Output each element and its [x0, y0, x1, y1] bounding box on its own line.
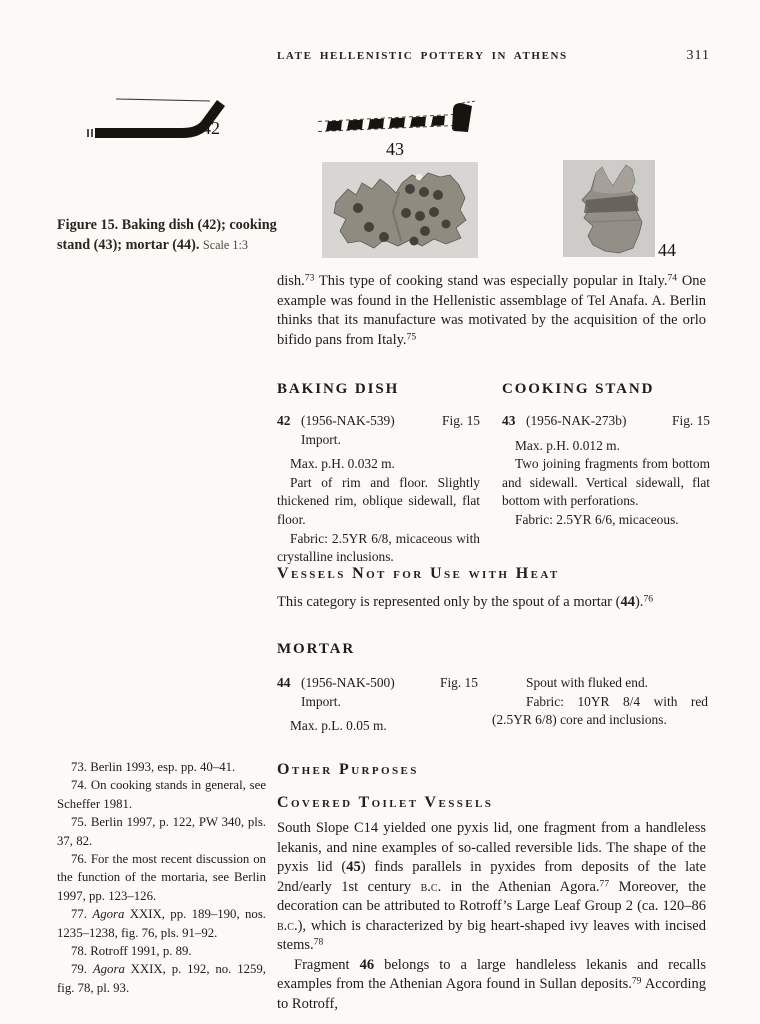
photo-cooking-stand-fragment	[322, 162, 478, 258]
covered-toilet-vessels-text	[277, 819, 706, 1014]
entry-number: 43	[502, 413, 516, 428]
entry-head-42	[277, 412, 480, 431]
entry-figure-ref: Fig. 15	[442, 413, 480, 428]
section-heading-vessels-not-for-use-with-heat: Vessels Not for Use with Heat	[277, 565, 560, 582]
entry-dimension: Max. p.H. 0.012 m.	[515, 437, 620, 453]
footnote-78: 78. Rotroff 1991, p. 89.	[71, 944, 192, 959]
entry-inventory: (1956-NAK-500)	[301, 675, 395, 690]
entry-figure-ref-44: Fig. 15	[440, 675, 478, 690]
page-number: 311	[686, 48, 710, 63]
section-heading-covered-toilet-vessels: Covered Toilet Vessels	[277, 794, 494, 811]
entry-description: Spout with fluked end.	[526, 675, 648, 690]
entry-head-44	[277, 674, 445, 693]
drawing-cooking-stand-profile	[316, 100, 481, 142]
section-heading-baking-dish: BAKING DISH	[277, 381, 400, 397]
entry-number: 42	[277, 413, 291, 428]
catalog-entry-44	[277, 674, 445, 736]
intro-paragraph: dish.$^{73}$ This type of cooking stand was especially popular in Italy.$^{74}$ One example was found in the Hellenistic assemblage of Tel Anafa. A. Berlin thinks that its manufacture was motivated by the acquisition of the orlo bifido pans from Italy.$^{75}$	[277, 272, 706, 348]
heat-paragraph: This category is represented only by the spout of a mortar (44).$^{76}$	[277, 593, 653, 610]
footnote-75: 75. Berlin 1997, p. 122, PW 340, pls. 37, 82.	[57, 815, 266, 848]
entry-head-43	[502, 412, 710, 431]
toilet-paragraph-2: Fragment 46 belongs to a large handleless lekanis and recalls examples from the Athenian Agora found in Sullan deposits.$^{79}$ According to Rotroff,	[277, 956, 706, 1012]
section-heading-cooking-stand: COOKING STAND	[502, 381, 655, 397]
entry-fabric: Fabric: 10YR 8/4 with red (2.5YR 6/8) core and inclusions.	[492, 693, 708, 728]
entry-fabric: Fabric: 2.5YR 6/6, micaceous.	[515, 511, 679, 527]
entry-inventory: (1956-NAK-539)	[301, 413, 395, 428]
entry-description: Two joining fragments from bottom and sidewall. Vertical sidewall, flat bottom with perforations.	[502, 456, 710, 509]
footnote-73: 73. Berlin 1993, esp. pp. 40–41.	[71, 760, 236, 774]
entry-dimension: Max. p.H. 0.032 m.	[290, 456, 395, 472]
running-head: LATE HELLENISTIC POTTERY IN ATHENS	[277, 50, 568, 62]
entry-import: Import.	[301, 693, 341, 709]
photo-mortar-spout	[563, 160, 655, 257]
entry-import: Import.	[301, 431, 341, 447]
footnote-77: 77. Agora XXIX, pp. 189–190, nos. 1235–1238, fig. 76, pls. 91–92.	[57, 907, 266, 940]
entry-description-column-44	[492, 674, 708, 730]
entry-inventory: (1956-NAK-273b)	[526, 413, 627, 428]
catalog-entry-43	[502, 412, 710, 530]
catalog-entry-42	[277, 412, 480, 567]
figure-caption: Figure 15. Baking dish (42); cooking stand (43); mortar (44). Scale 1:3	[57, 217, 277, 253]
footnote-79: 79. Agora XXIX, p. 192, no. 1259, fig. 78, pl. 93.	[57, 962, 266, 995]
entry-figure-ref: Fig. 15	[672, 413, 710, 428]
entry-description: Part of rim and floor. Slightly thickened rim, oblique sidewall, flat floor.	[277, 474, 480, 527]
catalog-section-baking-dish	[277, 381, 480, 567]
figure-label-43: 43	[386, 139, 404, 159]
footnote-74: 74. On cooking stands in general, see Scheffer 1981.	[57, 778, 266, 811]
figure-label-44: 44	[658, 240, 676, 260]
footnotes-block	[57, 758, 266, 997]
entry-number: 44	[277, 675, 291, 690]
footnote-76: 76. For the most recent discussion on the function of the mortaria, see Berlin 1997, pp. 123–126.	[57, 852, 266, 903]
entry-fabric: Fabric: 2.5YR 6/8, micaceous with crystalline inclusions.	[277, 530, 480, 565]
catalog-section-cooking-stand	[502, 381, 710, 530]
section-heading-mortar: MORTAR	[277, 641, 356, 657]
entry-dimension: Max. p.L. 0.05 m.	[290, 718, 387, 734]
toilet-paragraph-1: South Slope C14 yielded one pyxis lid, one fragment from a handleless lekanis, and nine examples of so-called reversible lids. The shape of the pyxis lid (45) finds parallels in pyxides from deposits of the late 2nd/early 1st century b.c. in the Athenian Agora.$^{77}$ Moreover, the decoration can be attributed to Rotroff’s Large Leaf Group 2 (ca. 120–86 b.c.), which is characterized by big heart-shaped ivy leaves with incised stems.$^{78}$	[277, 820, 707, 953]
figure-label-42: 42	[202, 118, 220, 138]
section-heading-other-purposes: Other Purposes	[277, 761, 419, 778]
